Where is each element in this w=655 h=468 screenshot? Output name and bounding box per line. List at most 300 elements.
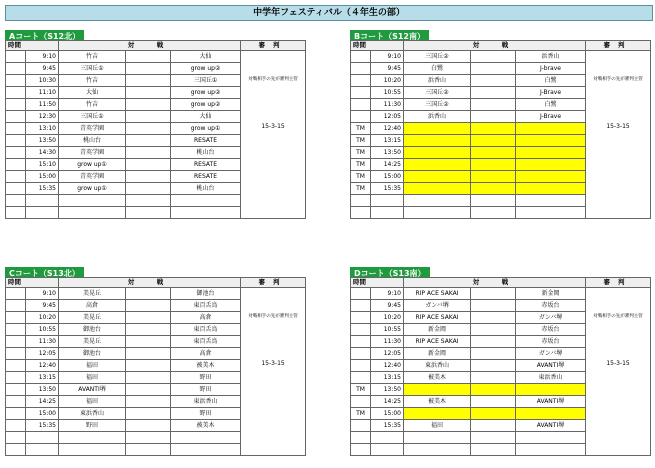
- tm-marker: [6, 288, 26, 300]
- court-a: [5, 30, 305, 230]
- match-spacer: [126, 348, 171, 360]
- match-time: 11:30: [26, 336, 59, 348]
- match-time: 11:50: [26, 99, 59, 111]
- team-away: RESATE: [171, 171, 241, 183]
- team-home: 被美木: [404, 396, 471, 408]
- team-home: 福田: [59, 372, 126, 384]
- team-home: 新金岡: [404, 348, 471, 360]
- match-spacer: [126, 159, 171, 171]
- tm-marker: [6, 147, 26, 159]
- team-home: 被美木: [404, 372, 471, 384]
- team-away: AVANTI堺: [516, 360, 586, 372]
- match-spacer: [471, 135, 516, 147]
- team-home: 浜香山: [404, 111, 471, 123]
- team-home: [404, 171, 471, 183]
- match-spacer: [126, 312, 171, 324]
- team-home: 高倉: [59, 300, 126, 312]
- referee-header: 審判: [586, 41, 651, 51]
- tm-marker: [351, 420, 371, 432]
- tm-marker: [6, 75, 26, 87]
- team-away: [516, 408, 586, 420]
- team-home: 桃山台: [59, 135, 126, 147]
- team-home: [404, 444, 471, 456]
- tm-marker: [351, 432, 371, 444]
- match-spacer: [471, 372, 516, 384]
- court-b: [350, 30, 650, 230]
- referee-time: 15-3-15: [261, 359, 285, 367]
- match-time: 14:25: [371, 396, 404, 408]
- table-row: [6, 51, 306, 63]
- tm-marker: [351, 111, 371, 123]
- match-spacer: [126, 408, 171, 420]
- tm-marker: [351, 75, 371, 87]
- match-spacer: [126, 372, 171, 384]
- team-home: 青英学園: [59, 123, 126, 135]
- referee-note: 対戦相手の先が審判主管: [248, 313, 298, 319]
- team-home: 大仙: [59, 87, 126, 99]
- match-spacer: [471, 63, 516, 75]
- tm-marker: [351, 87, 371, 99]
- team-home: 福田: [59, 396, 126, 408]
- team-home: 美晃丘: [59, 288, 126, 300]
- team-home: 三国丘②: [404, 87, 471, 99]
- team-away: [171, 195, 241, 207]
- tm-marker: [351, 312, 371, 324]
- tm-marker: [351, 63, 371, 75]
- match-time: 15:35: [371, 420, 404, 432]
- tm-marker: [6, 63, 26, 75]
- team-home: [59, 444, 126, 456]
- team-home: 三国丘①: [59, 111, 126, 123]
- team-home: 新金岡: [404, 324, 471, 336]
- tm-marker: TM: [351, 408, 371, 420]
- match-spacer: [126, 183, 171, 195]
- referee-time: 15-3-15: [606, 359, 630, 367]
- team-home: 浜香山: [404, 75, 471, 87]
- team-away: 高倉: [171, 348, 241, 360]
- match-time: 11:10: [26, 87, 59, 99]
- tm-marker: [6, 207, 26, 219]
- tm-marker: TM: [351, 135, 371, 147]
- team-home: 三国丘②: [404, 51, 471, 63]
- tm-marker: [6, 159, 26, 171]
- match-time: 10:20: [371, 312, 404, 324]
- team-home: [59, 207, 126, 219]
- tm-marker: [6, 171, 26, 183]
- team-away: [516, 444, 586, 456]
- team-home: [404, 432, 471, 444]
- tm-marker: [6, 420, 26, 432]
- team-home: 東浜香山: [404, 360, 471, 372]
- team-home: 美晃丘: [59, 336, 126, 348]
- referee-note: 対戦相手の先が審判主管: [593, 313, 643, 319]
- tm-marker: [351, 195, 371, 207]
- match-time: 14:30: [26, 147, 59, 159]
- match-spacer: [126, 75, 171, 87]
- team-away: J-brave: [516, 63, 586, 75]
- match-time: [26, 432, 59, 444]
- team-away: 東浜香山: [171, 396, 241, 408]
- schedule-table: [350, 40, 651, 219]
- match-spacer: [471, 207, 516, 219]
- match-time: 12:30: [26, 111, 59, 123]
- schedule-table: [5, 40, 306, 219]
- team-away: [516, 135, 586, 147]
- match-time: 9:10: [371, 51, 404, 63]
- team-away: 野田: [171, 372, 241, 384]
- match-header: 対 戦: [59, 41, 241, 51]
- team-away: grow up②: [171, 63, 241, 75]
- referee-cell: [586, 51, 651, 219]
- team-home: 竹吉: [59, 51, 126, 63]
- court-label: Bコート（S12南）: [350, 30, 429, 43]
- team-home: 竹吉: [59, 75, 126, 87]
- match-spacer: [126, 123, 171, 135]
- match-spacer: [126, 171, 171, 183]
- time-header: 時間: [351, 41, 404, 51]
- match-time: 12:40: [371, 360, 404, 372]
- referee-note: 対戦相手の先が審判主管: [248, 76, 298, 82]
- team-away: [516, 432, 586, 444]
- team-home: 福田: [59, 360, 126, 372]
- team-away: AVANTI堺: [516, 420, 586, 432]
- tm-marker: [351, 348, 371, 360]
- match-time: 13:15: [371, 135, 404, 147]
- tm-marker: [6, 396, 26, 408]
- tm-marker: [351, 324, 371, 336]
- team-away: 野田: [171, 384, 241, 396]
- match-spacer: [126, 396, 171, 408]
- match-time: 9:45: [371, 300, 404, 312]
- match-time: 13:15: [371, 372, 404, 384]
- match-time: 15:00: [371, 171, 404, 183]
- team-away: grow up②: [171, 87, 241, 99]
- table-row: [351, 288, 651, 300]
- match-spacer: [126, 336, 171, 348]
- table-row: [6, 288, 306, 300]
- match-time: 13:50: [26, 135, 59, 147]
- match-spacer: [471, 99, 516, 111]
- tm-marker: [6, 384, 26, 396]
- team-home: 三国丘②: [404, 99, 471, 111]
- header-row: [6, 41, 306, 51]
- team-away: 桃山台: [171, 147, 241, 159]
- team-away: 赤坂台: [516, 336, 586, 348]
- match-spacer: [126, 51, 171, 63]
- tm-marker: [351, 360, 371, 372]
- tm-marker: TM: [351, 123, 371, 135]
- match-time: 9:10: [26, 51, 59, 63]
- team-away: 高倉: [171, 312, 241, 324]
- match-time: 11:30: [371, 336, 404, 348]
- header-row: [351, 278, 651, 288]
- time-header: 時間: [6, 278, 59, 288]
- team-away: 赤坂台: [516, 324, 586, 336]
- match-spacer: [126, 135, 171, 147]
- match-time: 13:15: [26, 372, 59, 384]
- referee-cell: [586, 288, 651, 456]
- tm-marker: [351, 300, 371, 312]
- team-away: [171, 444, 241, 456]
- team-away: RESATE: [171, 135, 241, 147]
- tm-marker: [6, 324, 26, 336]
- tm-marker: TM: [351, 183, 371, 195]
- match-spacer: [471, 288, 516, 300]
- team-home: [404, 135, 471, 147]
- team-away: 東浜香山: [516, 372, 586, 384]
- match-time: 9:10: [371, 288, 404, 300]
- court-label: Dコート（S13南）: [350, 267, 430, 280]
- tm-marker: [6, 360, 26, 372]
- team-home: grow up①: [59, 159, 126, 171]
- team-away: 東百舌鳥: [171, 324, 241, 336]
- match-spacer: [471, 432, 516, 444]
- team-away: 白鷺: [516, 75, 586, 87]
- court-label: Aコート（S12北）: [5, 30, 84, 43]
- match-time: [26, 207, 59, 219]
- tm-marker: [6, 123, 26, 135]
- tm-marker: [6, 111, 26, 123]
- page-title: 中学年フェスティバル（４年生の部）: [5, 5, 653, 21]
- team-away: 大仙: [171, 111, 241, 123]
- match-time: 11:30: [371, 99, 404, 111]
- tm-marker: TM: [351, 171, 371, 183]
- time-header: 時間: [351, 278, 404, 288]
- match-spacer: [471, 87, 516, 99]
- team-away: RESATE: [171, 159, 241, 171]
- match-time: 10:30: [26, 75, 59, 87]
- match-spacer: [471, 75, 516, 87]
- tm-marker: [6, 99, 26, 111]
- tm-marker: TM: [351, 147, 371, 159]
- team-home: ガンバ堺: [404, 300, 471, 312]
- match-time: 9:45: [371, 63, 404, 75]
- match-time: [371, 444, 404, 456]
- match-time: 10:55: [26, 324, 59, 336]
- match-time: 13:10: [26, 123, 59, 135]
- team-away: [516, 207, 586, 219]
- tm-marker: [351, 99, 371, 111]
- team-home: [404, 183, 471, 195]
- team-home: 東浜香山: [59, 408, 126, 420]
- team-home: [404, 384, 471, 396]
- time-header: 時間: [6, 41, 59, 51]
- team-home: [404, 123, 471, 135]
- match-time: 9:45: [26, 300, 59, 312]
- match-spacer: [471, 420, 516, 432]
- tm-marker: [6, 300, 26, 312]
- match-spacer: [126, 111, 171, 123]
- team-away: grow up②: [171, 99, 241, 111]
- match-spacer: [471, 408, 516, 420]
- team-away: [516, 195, 586, 207]
- match-time: 15:00: [26, 408, 59, 420]
- match-time: 15:35: [26, 183, 59, 195]
- team-home: 青英学園: [59, 147, 126, 159]
- match-time: 9:45: [26, 63, 59, 75]
- match-spacer: [126, 207, 171, 219]
- match-spacer: [471, 195, 516, 207]
- match-time: 12:05: [26, 348, 59, 360]
- team-home: [404, 207, 471, 219]
- match-spacer: [126, 87, 171, 99]
- referee-time: 15-3-15: [606, 122, 630, 130]
- team-away: J-Brave: [516, 111, 586, 123]
- referee-note: 対戦相手の先が審判主管: [593, 76, 643, 82]
- referee-cell: [241, 51, 306, 219]
- match-time: 15:10: [26, 159, 59, 171]
- match-time: [371, 207, 404, 219]
- match-spacer: [126, 63, 171, 75]
- tm-marker: [6, 408, 26, 420]
- match-spacer: [471, 171, 516, 183]
- team-away: J-Brave: [516, 87, 586, 99]
- court-d: [350, 267, 650, 467]
- match-header: 対 戦: [59, 278, 241, 288]
- tm-marker: [351, 336, 371, 348]
- team-away: [171, 432, 241, 444]
- team-away: 新金岡: [516, 288, 586, 300]
- match-spacer: [471, 336, 516, 348]
- team-away: 御池台: [171, 288, 241, 300]
- match-time: 10:55: [371, 324, 404, 336]
- team-home: grow up①: [59, 183, 126, 195]
- tm-marker: [6, 444, 26, 456]
- team-away: 被美木: [171, 420, 241, 432]
- match-spacer: [126, 384, 171, 396]
- team-away: ガンバ堺: [516, 348, 586, 360]
- match-time: 14:25: [371, 159, 404, 171]
- match-spacer: [471, 159, 516, 171]
- referee-header: 審判: [241, 278, 306, 288]
- team-home: RIP ACE SAKAI: [404, 312, 471, 324]
- team-away: 野田: [171, 408, 241, 420]
- tm-marker: [6, 135, 26, 147]
- team-away: 白鷺: [516, 99, 586, 111]
- match-spacer: [126, 432, 171, 444]
- match-spacer: [126, 99, 171, 111]
- team-home: [404, 159, 471, 171]
- referee-header: 審判: [586, 278, 651, 288]
- match-spacer: [471, 348, 516, 360]
- match-spacer: [471, 147, 516, 159]
- match-time: [26, 444, 59, 456]
- match-spacer: [126, 195, 171, 207]
- tm-marker: [6, 432, 26, 444]
- match-time: 15:35: [26, 420, 59, 432]
- team-home: [59, 432, 126, 444]
- match-spacer: [471, 444, 516, 456]
- team-away: 被美木: [171, 360, 241, 372]
- team-home: [59, 195, 126, 207]
- team-home: [404, 147, 471, 159]
- match-time: 12:05: [371, 348, 404, 360]
- team-home: 福田: [404, 420, 471, 432]
- team-away: 赤坂台: [516, 300, 586, 312]
- match-spacer: [126, 360, 171, 372]
- tm-marker: [351, 396, 371, 408]
- team-away: AVANTI堺: [516, 396, 586, 408]
- match-time: 14:25: [26, 396, 59, 408]
- match-spacer: [126, 420, 171, 432]
- table-row: [351, 51, 651, 63]
- match-time: 15:35: [371, 183, 404, 195]
- match-spacer: [471, 300, 516, 312]
- tm-marker: [351, 51, 371, 63]
- tm-marker: [6, 348, 26, 360]
- tm-marker: [351, 372, 371, 384]
- match-time: 10:20: [371, 75, 404, 87]
- match-spacer: [126, 147, 171, 159]
- match-time: 13:50: [26, 384, 59, 396]
- team-away: [516, 147, 586, 159]
- team-away: [516, 384, 586, 396]
- team-home: 竹吉: [59, 99, 126, 111]
- tm-marker: [351, 444, 371, 456]
- match-time: 10:55: [371, 87, 404, 99]
- team-away: [516, 171, 586, 183]
- match-spacer: [471, 360, 516, 372]
- team-home: 青英学園: [59, 171, 126, 183]
- match-spacer: [471, 312, 516, 324]
- team-home: RIP ACE SAKAI: [404, 288, 471, 300]
- team-home: [404, 195, 471, 207]
- schedule-table: [5, 277, 306, 456]
- match-spacer: [126, 288, 171, 300]
- team-home: RIP ACE SAKAI: [404, 336, 471, 348]
- team-away: [171, 207, 241, 219]
- tm-marker: [6, 312, 26, 324]
- tm-marker: [351, 207, 371, 219]
- team-away: [516, 183, 586, 195]
- header-row: [351, 41, 651, 51]
- team-away: 東百舌鳥: [171, 336, 241, 348]
- match-spacer: [471, 384, 516, 396]
- team-home: 御池台: [59, 348, 126, 360]
- match-time: 12:40: [371, 123, 404, 135]
- tm-marker: [6, 336, 26, 348]
- header-row: [6, 278, 306, 288]
- team-home: [404, 408, 471, 420]
- match-time: 15:00: [26, 171, 59, 183]
- match-time: [26, 195, 59, 207]
- team-home: AVANTI堺: [59, 384, 126, 396]
- court-c: [5, 267, 305, 467]
- schedule-table: [350, 277, 651, 456]
- match-spacer: [471, 324, 516, 336]
- court-label: Cコート（S13北）: [5, 267, 84, 280]
- referee-time: 15-3-15: [261, 122, 285, 130]
- match-spacer: [471, 183, 516, 195]
- tm-marker: [6, 87, 26, 99]
- team-away: 桃山台: [171, 183, 241, 195]
- tm-marker: [351, 288, 371, 300]
- match-spacer: [471, 111, 516, 123]
- match-time: [371, 195, 404, 207]
- match-time: [371, 432, 404, 444]
- match-spacer: [471, 51, 516, 63]
- team-away: 東百舌鳥: [171, 300, 241, 312]
- tm-marker: [6, 195, 26, 207]
- match-spacer: [471, 396, 516, 408]
- match-spacer: [126, 444, 171, 456]
- referee-cell: [241, 288, 306, 456]
- match-time: 12:05: [371, 111, 404, 123]
- team-home: 白鷺: [404, 63, 471, 75]
- match-spacer: [126, 300, 171, 312]
- team-away: grow up①: [171, 123, 241, 135]
- team-away: [516, 159, 586, 171]
